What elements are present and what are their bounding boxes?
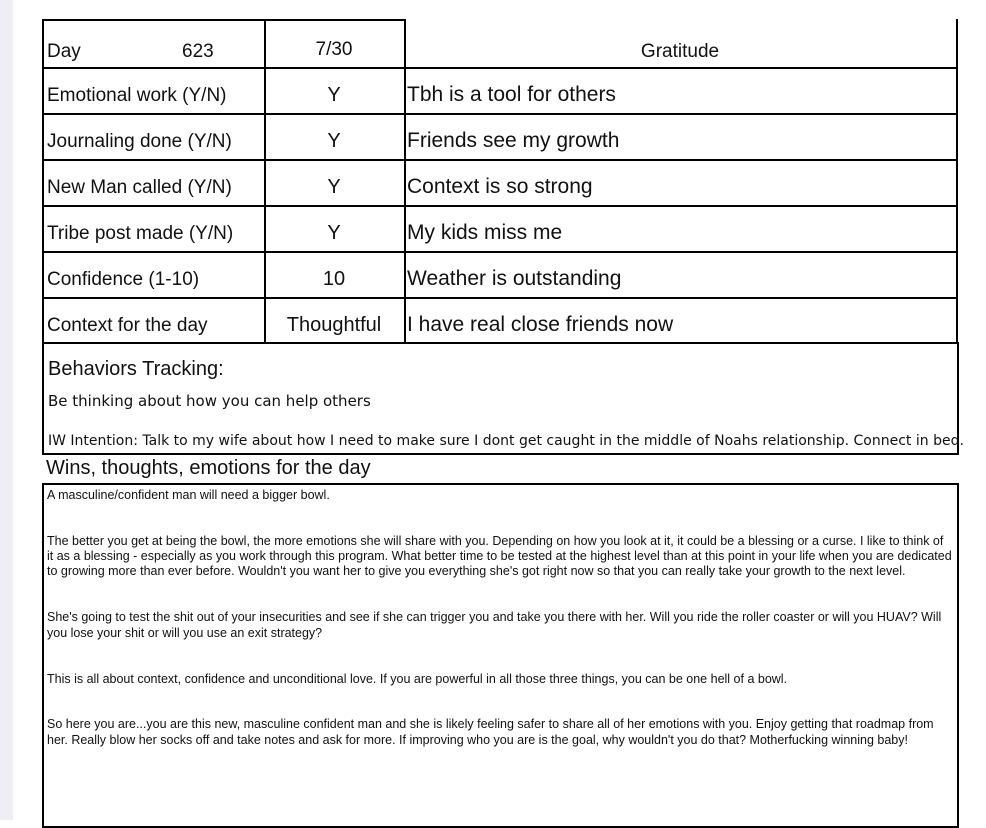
wins-paragraph-5: So here you are...you are this new, masculine confident man and she is likely feeling safer to share all of her emotions with you. Enjoy getting that roadmap from her. Really blow her socks off and take notes and ask for more. If improving who you are is the goal, why wouldn't you do that? Motherfucking winning baby! xyxy=(47,717,934,747)
wins-paragraph-3: She's going to test the shit out of your insecurities and see if she can trigger you and take you there with her. Will you ride the roller coaster or will you HUAV? Will you lose your shit or will you use an exit strategy? xyxy=(47,610,942,640)
tracker-sheet xyxy=(13,0,986,820)
row-value-tribe-post: Y xyxy=(264,205,406,253)
gratitude-item-3: Context is so strong xyxy=(404,159,958,207)
row-label-journaling: Journaling done (Y/N) xyxy=(42,113,266,161)
behaviors-line: Be thinking about how you can help others xyxy=(48,392,371,410)
row-value-journaling: Y xyxy=(264,113,406,161)
row-label-emotional-work: Emotional work (Y/N) xyxy=(42,67,266,115)
behaviors-title: Behaviors Tracking: xyxy=(48,358,224,380)
wins-paragraph-4: This is all about context, confidence and unconditional love. If you are powerful in all those three things, you can be one hell of a bowl. xyxy=(47,671,788,686)
gratitude-item-1: Tbh is a tool for others xyxy=(404,67,958,115)
wins-paragraph-1: A masculine/confident man will need a bigger bowl. xyxy=(47,488,330,502)
iw-intention: IW Intention: Talk to my wife about how I need to make sure I dont get caught in the middle of Noahs relationship. Connect in bed. xyxy=(48,433,964,449)
gratitude-heading-cell xyxy=(404,19,958,69)
row-label-confidence: Confidence (1-10) xyxy=(42,251,266,299)
left-margin-strip xyxy=(0,0,13,820)
gratitude-item-6: I have real close friends now xyxy=(404,297,958,344)
date-cell: 7/30 xyxy=(264,19,406,69)
day-label: Day xyxy=(47,41,81,62)
row-value-emotional-work: Y xyxy=(264,67,406,115)
gratitude-item-2: Friends see my growth xyxy=(404,113,958,161)
wins-text-box xyxy=(42,483,959,828)
row-value-context: Thoughtful xyxy=(264,297,406,344)
gratitude-heading: Gratitude xyxy=(640,41,720,62)
gratitude-item-4: My kids miss me xyxy=(404,205,958,253)
day-cell xyxy=(42,19,266,69)
wins-paragraph-2: The better you get at being the bowl, the more emotions she will share with you. Depending on how you look at it, it could be a blessing or a curse. I like to think of it as a blessing - especially as you work through this program. What better time to be tested at the highest level than at this point in your life when you are dedicated to growing more than ever before. Wouldn't you want her to give you everything she's got right now so that you can really take your growth to the next level. xyxy=(47,533,952,579)
row-value-new-man-called: Y xyxy=(264,159,406,207)
row-label-tribe-post: Tribe post made (Y/N) xyxy=(42,205,266,253)
row-label-context: Context for the day xyxy=(42,297,266,344)
row-label-new-man-called: New Man called (Y/N) xyxy=(42,159,266,207)
day-number: 623 xyxy=(182,41,214,62)
row-value-confidence: 10 xyxy=(264,251,406,299)
behaviors-tracking-section xyxy=(42,342,964,455)
gratitude-item-5: Weather is outstanding xyxy=(404,251,958,299)
wins-title: Wins, thoughts, emotions for the day xyxy=(46,457,371,479)
